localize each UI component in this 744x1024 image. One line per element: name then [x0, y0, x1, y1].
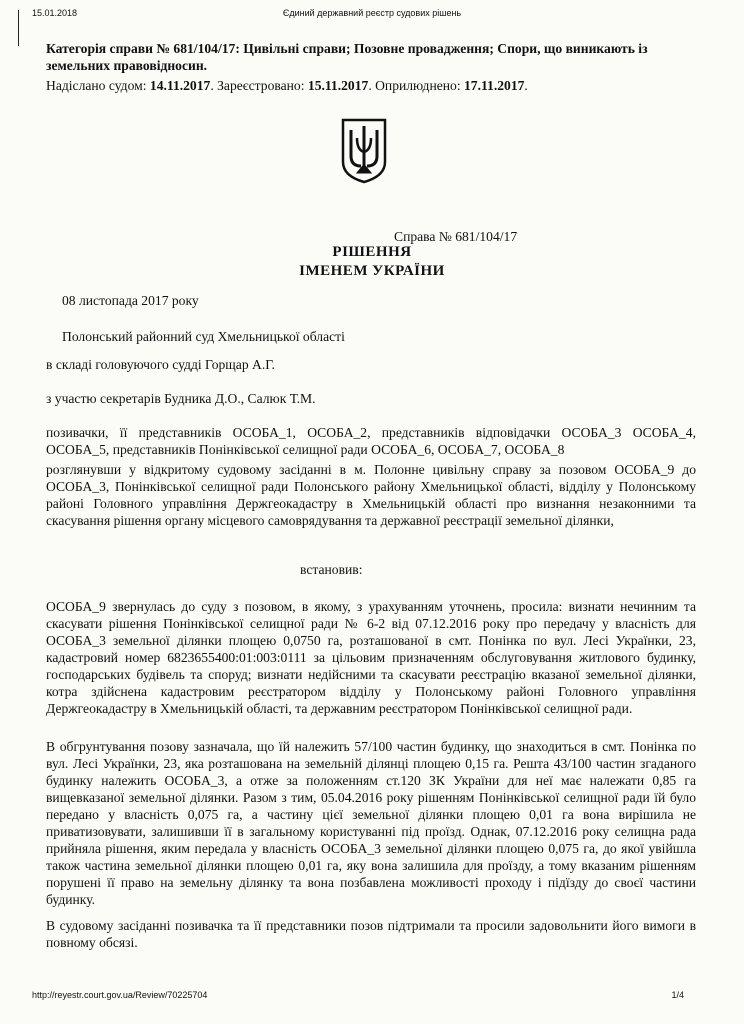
secretaries: з участю секретарів Будника Д.О., Салюк Т.М.	[46, 391, 316, 406]
published-date: 17.11.2017	[464, 78, 525, 93]
footer-url: http://reyestr.court.gov.ua/Review/70225704	[32, 990, 208, 1000]
case-number: Справа № 681/104/17	[394, 229, 518, 244]
considering-text: розглянувши у відкритому судовому засіданні в м. Полонне цивільну справу за позовом ОСОБА_9 до ОСОБА_3, Понінківської селищної ради Полонського району Хмельницької області, відділу у Полонському районі Головного управління Держгеокадастру в Хмельницькій області про визнання незаконними та скасування рішення органу місцевого самоврядування та державної реєстрації земельної ділянки,	[46, 462, 696, 528]
registered-label: . Зареєстровано:	[210, 78, 308, 93]
registry-title: Єдиний державний реєстр судових рішень	[282, 8, 462, 18]
court-composition: в складі головуючого судді Горщар А.Г.	[46, 357, 275, 372]
page-footer	[0, 990, 744, 1006]
page-header	[0, 8, 744, 24]
registered-date: 15.11.2017	[307, 78, 369, 93]
sent-label: Надіслано судом:	[46, 78, 150, 93]
dates-end: .	[524, 78, 528, 93]
paragraph: ОСОБА_9 звернулась до суду з позовом, в якому, з урахуванням уточнень, просила: визнати нечинним та скасувати рішення Понінківської селищної ради № 6-2 від 07.12.2016 року про передачу у власність для ОСОБА_3 земельної ділянки площею 0,0750 га, розташованої в смт. Понінка по вул. Лесі Українки, 23, кадастровий номер 6823655400:01:003:0111 за цільовим призначенням обслуговування житлового будинку, господарських будівель та споруд; визнати недійсними та скасувати реєстрацію вказаної земельної ділянки, котра здійснена кадастровим реєстратором відділу у Полонському районі Головного управління Держгеокадастру в Хмельницькій області, та державним реєстратором Понінківської селищної ради.	[46, 599, 696, 716]
case-category: Категорія справи № 681/104/17: Цивільні справи; Позовне провадження; Спори, що виникають із земельних правовідносин.	[46, 41, 648, 73]
participants: позивачки, її представників ОСОБА_1, ОСОБА_2, представників відповідачки ОСОБА_3 ОСОБА_4, ОСОБА_5, представників Понінківської селищної ради ОСОБА_6, ОСОБА_7, ОСОБА_8	[46, 425, 696, 457]
trident-emblem-icon	[337, 116, 391, 184]
page-number: 1/4	[671, 990, 684, 1000]
sent-date: 14.11.2017	[149, 78, 211, 93]
paragraph: В обгрунтування позову зазначала, що їй належить 57/100 частин будинку, що знаходиться в смт. Понінка по вул. Лесі Українки, 23, яка розташована на земельній ділянці площею 0,15 га. Решта 43/100 частин згаданого будинку належить ОСОБА_3, а отже за положенням ст.120 ЗК України для неї має належати 0,85 га вищевказаної земельної ділянки. Разом з тим, 05.04.2016 року рішенням Понінківської селищної ради їй було передано у власність 0,075 га, а частину цієї земельної ділянки площею 0,01 га вона вирішила не приватизовувати, залишивши її в загальному користуванні під проїзд. Однак, 07.12.2016 року селищна рада прийняла рішення, яким передала у власність ОСОБА_3 земельної ділянки площею 0,075 га, до якої увійшла також частина земельної ділянки площею 0,01 га, яку вона залишила для проїзду, а тому вказаним рішенням порушені її право на земельну ділянку та вона позбавлена можливості проходу і підїзду до своєї частини будинку.	[46, 739, 696, 907]
name-title: ІМЕНЕМ УКРАЇНИ	[299, 263, 445, 279]
dates-line	[46, 77, 696, 94]
paragraph: В судовому засіданні позивачка та її представники позов підтримали та просили задовольнити його вимоги в повному обсязі.	[46, 918, 696, 950]
decision-date: 08 листопада 2017 року	[62, 293, 199, 308]
established-label: встановив:	[300, 562, 363, 577]
header-date: 15.01.2018	[32, 8, 78, 18]
court-name: Полонський районний суд Хмельницької області	[62, 329, 345, 344]
decision-title: РІШЕННЯ	[332, 244, 412, 260]
published-label: . Оприлюднено:	[368, 78, 464, 93]
margin-mark	[18, 10, 19, 46]
